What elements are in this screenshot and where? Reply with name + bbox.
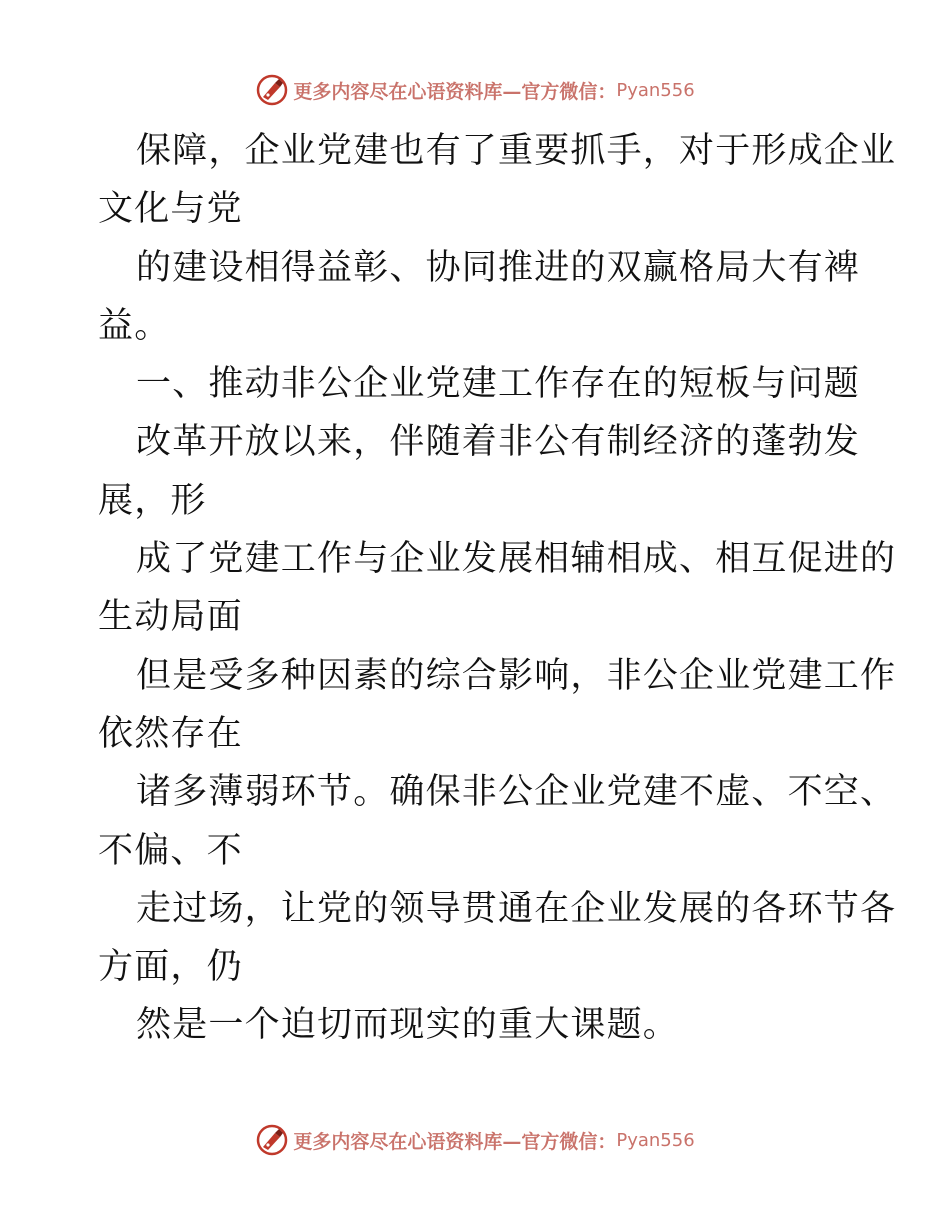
body-text-line: 益。 xyxy=(98,305,171,346)
pen-nib-logo-icon xyxy=(255,73,289,107)
watermark-text: 更多内容尽在心语资料库—官方微信： xyxy=(293,1130,617,1153)
body-text-line: 生动局面 xyxy=(98,597,243,638)
body-text-line: 依然存在 xyxy=(98,713,243,754)
body-text-line: 然是一个迫切而现实的重大课题。 xyxy=(136,1005,680,1046)
body-text-line: 改革开放以来，伴随着非公有制经济的蓬勃发 xyxy=(136,422,861,463)
body-text-line: 成了党建工作与企业发展相辅相成、相互促进的 xyxy=(136,539,897,580)
body-text-line: 但是受多种因素的综合影响，非公企业党建工作 xyxy=(136,655,897,696)
pen-nib-logo-icon xyxy=(255,1123,289,1157)
watermark-wechat-id: Pyan556 xyxy=(616,1129,695,1151)
body-text-line: 保障，企业党建也有了重要抓手，对于形成企业 xyxy=(136,131,897,171)
body-text-line: 诸多薄弱环节。确保非公企业党建不虚、不空、 xyxy=(136,772,897,813)
watermark-text: 更多内容尽在心语资料库—官方微信： xyxy=(293,80,617,103)
body-text-line: 方面，仍 xyxy=(98,947,243,988)
body-text-line: 不偏、不 xyxy=(98,830,243,871)
document-body xyxy=(98,122,897,1055)
watermark-wechat-id: Pyan556 xyxy=(616,79,695,101)
body-text-line: 文化与党 xyxy=(98,189,243,230)
footer-watermark xyxy=(0,1120,950,1160)
body-text-line: 的建设相得益彰、协同推进的双赢格局大有裨 xyxy=(136,247,861,288)
body-text-line: 展，形 xyxy=(98,480,207,521)
body-text-line: 一、推动非公企业党建工作存在的短板与问题 xyxy=(136,364,861,405)
header-watermark xyxy=(0,70,950,110)
body-text-line: 走过场，让党的领导贯通在企业发展的各环节各 xyxy=(136,888,897,929)
